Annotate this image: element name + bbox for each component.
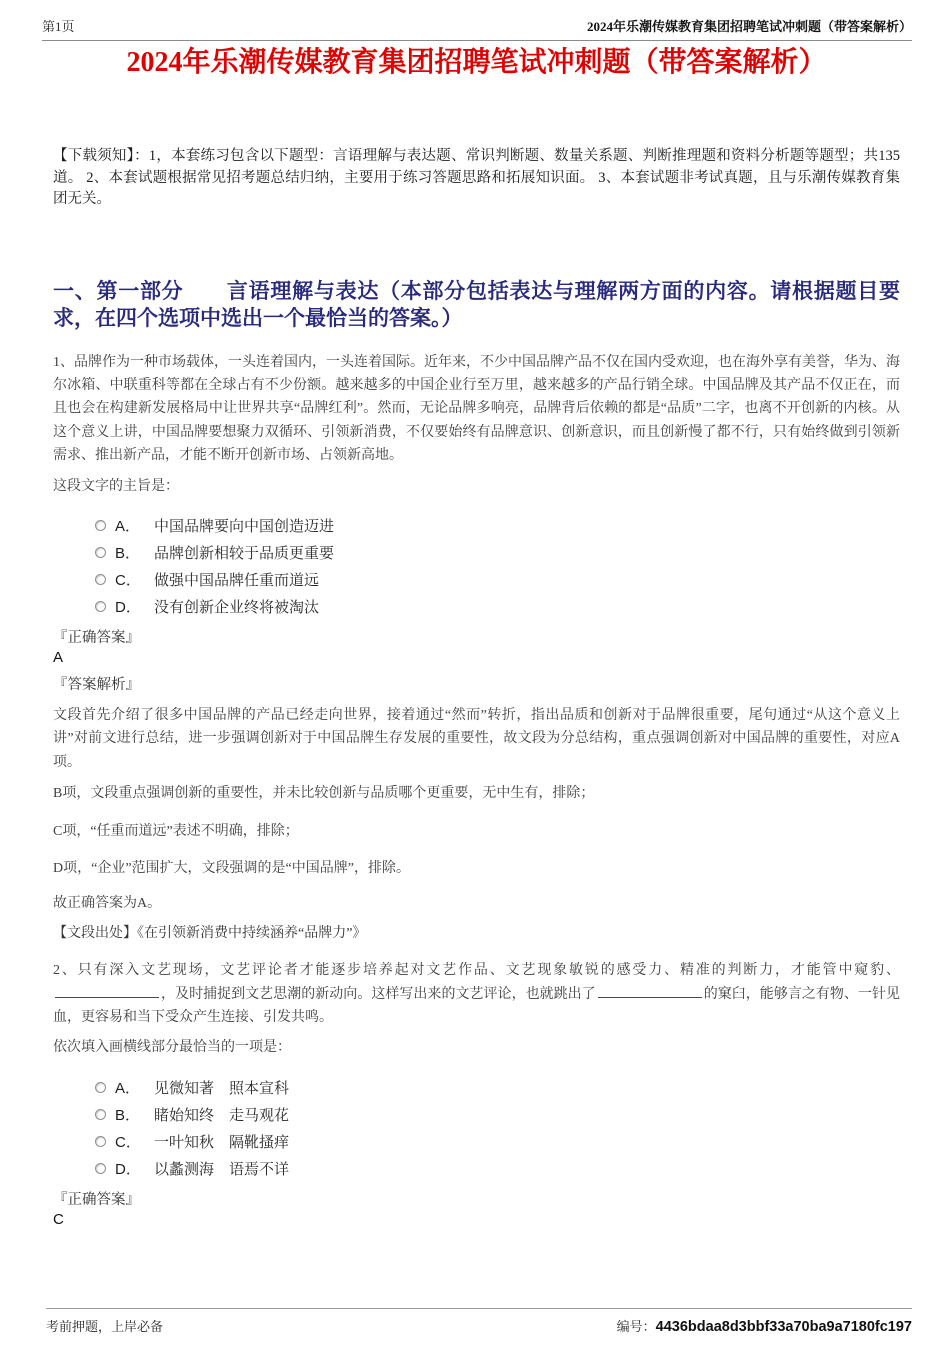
stem-text: ，及时捕捉到文艺思潮的新动向。这样写出来的文艺评论，也就跳出了: [161, 986, 596, 1002]
blank-underline: [598, 985, 702, 998]
option-text: 一叶知秋 隔靴搔痒: [154, 1134, 290, 1151]
radio-button-icon[interactable]: [95, 574, 106, 585]
source-line: 【文段出处】《在引领新消费中持续涵养“品牌力”》: [53, 925, 367, 941]
option-letter: A．: [115, 1079, 141, 1097]
document-body: [53, 0, 900, 1228]
analysis-conclusion: 故正确答案为A。: [53, 896, 162, 912]
radio-button-icon[interactable]: [95, 1109, 106, 1120]
download-notice: 【下载须知】：1，本套练习包含以下题型：言语理解与表达题、常识判断题、数量关系题、判断推理题和资料分析题等题型；共135道。 2、本套试题根据常见招考题总结归纳，主要用于练习答题思路和拓展知识面。 3、本套试题非考试真题，且与乐潮传媒教育集团无关。: [53, 148, 900, 207]
option-row-a[interactable]: [53, 1074, 900, 1101]
footer-slogan: 考前押题，上岸必备: [46, 1319, 164, 1334]
section-heading: 一、第一部分 言语理解与表达（本部分包括表达与理解两方面的内容。请根据题目要求，在四个选项中选出一个最恰当的答案。）: [53, 278, 900, 330]
option-letter: A．: [115, 517, 141, 535]
footer-id-value: 4436bdaa8d3bbf33a70ba9a7180fc197: [655, 1319, 912, 1335]
option-row-d[interactable]: [53, 1155, 900, 1182]
option-row-b[interactable]: [53, 539, 900, 566]
radio-button-icon[interactable]: [95, 520, 106, 531]
analysis-paragraph: C项，“任重而道远”表述不明确，排除；: [53, 823, 299, 839]
blank-underline: [55, 985, 159, 998]
option-letter: B．: [115, 544, 141, 562]
correct-answer-label: 『正确答案』: [53, 629, 140, 646]
option-text: 中国品牌要向中国创造迈进: [154, 518, 335, 535]
option-letter: C．: [115, 1133, 141, 1151]
option-row-b[interactable]: [53, 1101, 900, 1128]
page-title: 2024年乐潮传媒教育集团招聘笔试冲刺题（带答案解析）: [126, 47, 827, 78]
option-letter: B．: [115, 1106, 141, 1124]
correct-answer-value: C: [53, 1210, 64, 1228]
stem-text: 2、只有深入文艺现场，文艺评论者才能逐步培养起对文艺作品、文艺现象敏锐的感受力、精准的判断力，才能管中窥豹、: [53, 963, 900, 979]
option-text: 做强中国品牌任重而道远: [154, 572, 320, 589]
option-text: 品牌创新相较于品质更重要: [154, 545, 335, 562]
correct-answer-value: A: [53, 648, 64, 666]
option-text: 没有创新企业终将被淘汰: [154, 599, 320, 616]
footer-document-id: [617, 1316, 912, 1335]
analysis-paragraph: D项，“企业”范围扩大，文段强调的是“中国品牌”，排除。: [53, 860, 410, 876]
radio-button-icon[interactable]: [95, 547, 106, 558]
question-2-stem: [53, 959, 900, 1029]
option-text: 睹始知终 走马观花: [154, 1107, 290, 1124]
footer-id-label: 编号：: [616, 1319, 656, 1334]
question-1-stem: 1、品牌作为一种市场载体，一头连着国内，一头连着国际。近年来，不少中国品牌产品不仅在国内受欢迎，也在海外享有美誉，华为、海尔冰箱、中联重科等都在全球占有不少份额。越来越多的中国企业行至万里，越来越多的产品行销全球。中国品牌及其产品不仅正在，而且也会在构建新发展格局中让世界共享“品牌红利”。然而，无论品牌多响亮，品牌背后依赖的都是“品质”二字，也离不开创新的内核。从这个意义上讲，中国品牌要想聚力双循环、引领新消费，不仅要始终有品牌意识、创新意识，而且创新慢了都不行，只有始终做到引领新需求、推出新产品，才能不断开创新市场、占领新高地。: [53, 354, 900, 464]
analysis-paragraph: 文段首先介绍了很多中国品牌的产品已经走向世界，接着通过“然而”转折，指出品质和创新对于品牌很重要，尾句通过“从这个意义上讲”对前文进行总结，进一步强调创新对于中国品牌生存发展的重要性，故文段为分总结构，重点强调创新对中国品牌的重要性，对应A项。: [53, 707, 900, 770]
option-text: 见微知著 照本宣科: [154, 1080, 290, 1097]
radio-button-icon[interactable]: [95, 1163, 106, 1174]
stem-text: 的窠臼，能够言之有物、一针见血，更容易和当下受众产生连接、引发共鸣。: [53, 986, 901, 1025]
page-number: 第1页: [42, 19, 75, 34]
analysis-paragraph: B项，文段重点强调创新的重要性，并未比较创新与品质哪个更重要，无中生有，排除；: [53, 786, 595, 802]
option-letter: D．: [115, 598, 141, 616]
radio-button-icon[interactable]: [95, 601, 106, 612]
option-letter: C．: [115, 571, 141, 589]
option-row-c[interactable]: [53, 1128, 900, 1155]
option-letter: D．: [115, 1160, 141, 1178]
question-1-prompt: 这段文字的主旨是：: [53, 478, 179, 494]
analysis-label: 『答案解析』: [53, 676, 140, 693]
option-row-d[interactable]: [53, 593, 900, 620]
radio-button-icon[interactable]: [95, 1136, 106, 1147]
radio-button-icon[interactable]: [95, 1082, 106, 1093]
option-text: 以蠡测海 语焉不详: [154, 1161, 290, 1178]
question-2-prompt: 依次填入画横线部分最恰当的一项是：: [53, 1040, 291, 1056]
header-doc-title: 2024年乐潮传媒教育集团招聘笔试冲刺题（带答案解析）: [586, 19, 912, 34]
question-2-options: [53, 1074, 900, 1182]
option-row-a[interactable]: [53, 512, 900, 539]
correct-answer-label: 『正确答案』: [53, 1191, 140, 1208]
question-1-options: [53, 512, 900, 620]
option-row-c[interactable]: [53, 566, 900, 593]
page-footer: [46, 1308, 912, 1335]
